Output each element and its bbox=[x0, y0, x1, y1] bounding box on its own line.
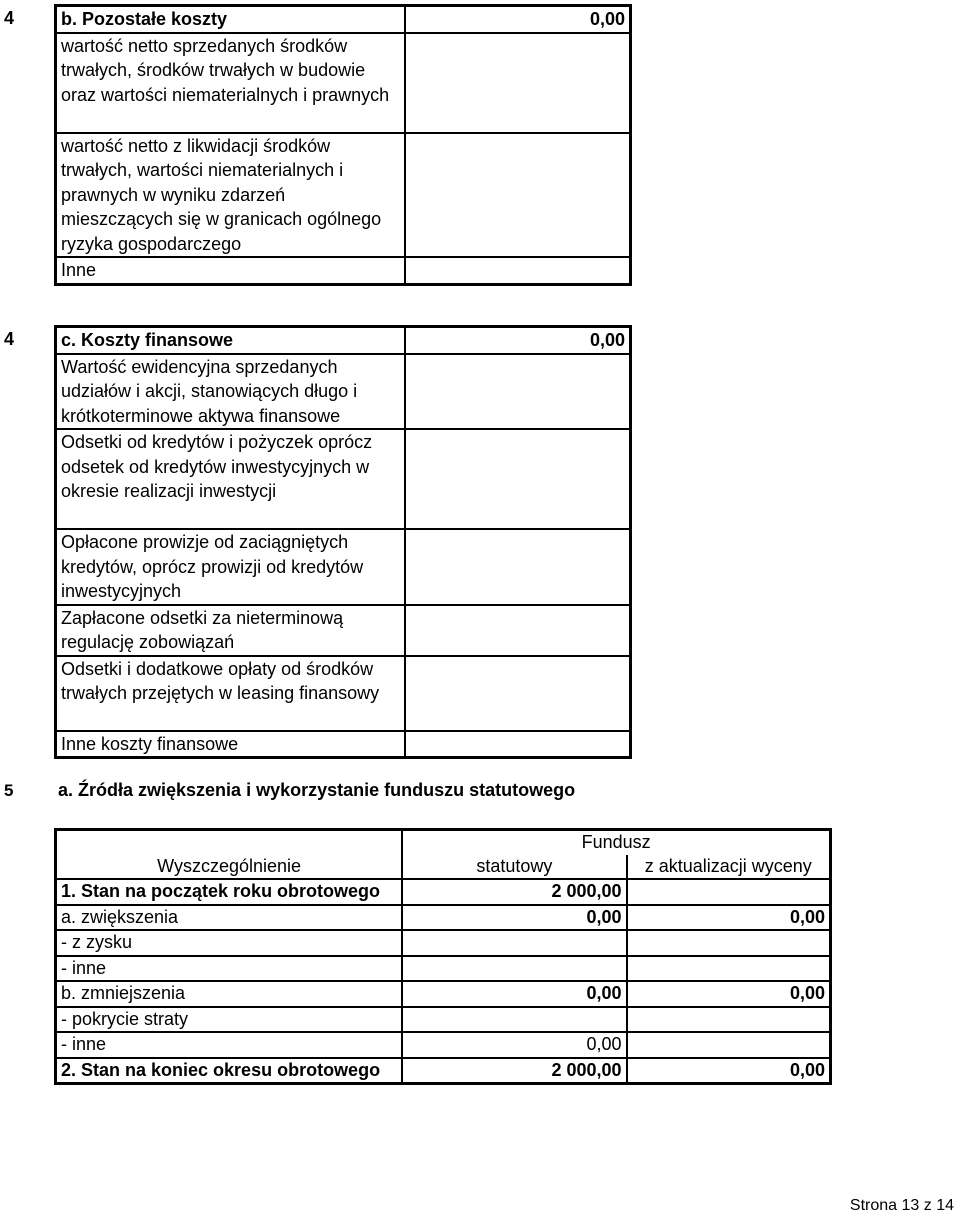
page-number: Strona 13 z 14 bbox=[849, 1197, 954, 1214]
column-header-statutory: statutowy bbox=[402, 855, 626, 880]
table-row bbox=[56, 429, 631, 529]
table-row bbox=[56, 879, 831, 905]
section-4c-title: c. Koszty finansowe bbox=[56, 327, 406, 354]
cost-item-label: Odsetki i dodatkowe opłaty od środków trwałych przejętych w leasing finansowy bbox=[56, 656, 406, 731]
cost-item-value bbox=[405, 731, 630, 758]
cost-item-label: wartość netto sprzedanych środków trwałych, środków trwałych w budowie oraz wartości niematerialnych i prawnych bbox=[56, 33, 406, 133]
cost-item-label: Wartość ewidencyjna sprzedanych udziałów i akcji, stanowiących długo i krótkoterminowe aktywa finansowe bbox=[56, 354, 406, 430]
table-row bbox=[56, 33, 631, 133]
table-row bbox=[56, 956, 831, 982]
row-statutory-value bbox=[402, 956, 626, 982]
cost-item-value bbox=[405, 33, 630, 133]
cost-item-label: Opłacone prowizje od zaciągniętych kredytów, oprócz prowizji od kredytów inwestycyjnych bbox=[56, 529, 406, 605]
row-statutory-value bbox=[402, 1007, 626, 1033]
fund-group-header: Fundusz bbox=[402, 830, 830, 855]
row-revaluation-value bbox=[627, 879, 831, 905]
table-row bbox=[56, 327, 631, 354]
row-statutory-value: 2 000,00 bbox=[402, 1058, 626, 1084]
row-label: - pokrycie straty bbox=[56, 1007, 403, 1033]
row-statutory-value: 0,00 bbox=[402, 981, 626, 1007]
table-row bbox=[56, 133, 631, 258]
table-row bbox=[56, 605, 631, 656]
cost-item-label: Zapłacone odsetki za nieterminową regulację zobowiązań bbox=[56, 605, 406, 656]
table-row bbox=[56, 1007, 831, 1033]
row-statutory-value bbox=[402, 930, 626, 956]
row-label: 1. Stan na początek roku obrotowego bbox=[56, 879, 403, 905]
table-row bbox=[56, 1032, 831, 1058]
row-label: a. zwiększenia bbox=[56, 905, 403, 931]
cost-item-value bbox=[405, 429, 630, 529]
section-5a-title: a. Źródła zwiększenia i wykorzystanie funduszu statutowego bbox=[58, 780, 576, 800]
cost-item-value bbox=[405, 257, 630, 284]
section-4b-number: 4 bbox=[4, 8, 15, 28]
cost-item-label: Odsetki od kredytów i pożyczek oprócz odsetek od kredytów inwestycyjnych w okresie realizacji inwestycji bbox=[56, 429, 406, 529]
cost-item-value bbox=[405, 656, 630, 731]
row-revaluation-value bbox=[627, 930, 831, 956]
section-4b-title: b. Pozostałe koszty bbox=[56, 6, 406, 33]
table-header-row bbox=[56, 830, 831, 855]
row-label: 2. Stan na koniec okresu obrotowego bbox=[61, 1059, 381, 1080]
section-4c-total: 0,00 bbox=[405, 327, 630, 354]
table-row bbox=[56, 656, 631, 731]
cost-item-label: wartość netto z likwidacji środków trwałych, wartości niematerialnych i prawnych w wyniku zdarzeń mieszczących się w granicach ogólnego ryzyka gospodarczego bbox=[56, 133, 406, 258]
row-statutory-value: 0,00 bbox=[402, 1032, 626, 1058]
table-row bbox=[56, 905, 831, 931]
table-row bbox=[56, 731, 631, 758]
cost-item-label: Inne koszty finansowe bbox=[61, 733, 239, 754]
cost-item-value bbox=[405, 354, 630, 430]
section-4c-number: 4 bbox=[4, 329, 15, 349]
row-label: - z zysku bbox=[56, 930, 403, 956]
cost-item-label: Inne bbox=[61, 260, 97, 280]
financial-costs-table bbox=[54, 325, 632, 759]
statutory-fund-table bbox=[54, 828, 832, 1085]
row-revaluation-value bbox=[627, 956, 831, 982]
table-row bbox=[56, 1058, 831, 1084]
row-revaluation-value bbox=[627, 1032, 831, 1058]
cost-item-value bbox=[405, 133, 630, 258]
table-row bbox=[56, 930, 831, 956]
table-row bbox=[56, 529, 631, 605]
row-revaluation-value bbox=[627, 1007, 831, 1033]
row-revaluation-value: 0,00 bbox=[627, 905, 831, 931]
table-row bbox=[56, 981, 831, 1007]
table-header-row bbox=[56, 855, 831, 880]
column-header-description: Wyszczególnienie bbox=[56, 855, 403, 880]
column-header-revaluation: z aktualizacji wyceny bbox=[627, 855, 831, 880]
row-revaluation-value: 0,00 bbox=[627, 1058, 831, 1084]
cost-item-value bbox=[405, 605, 630, 656]
row-label: - inne bbox=[56, 956, 403, 982]
cost-item-value bbox=[405, 529, 630, 605]
table-row bbox=[56, 6, 631, 33]
row-statutory-value: 0,00 bbox=[402, 905, 626, 931]
table-row bbox=[56, 257, 631, 284]
table-row bbox=[56, 354, 631, 430]
row-label: b. zmniejszenia bbox=[56, 981, 403, 1007]
section-5a-number: 5 bbox=[4, 781, 14, 800]
row-revaluation-value: 0,00 bbox=[627, 981, 831, 1007]
section-4b-total: 0,00 bbox=[405, 6, 630, 33]
row-statutory-value: 2 000,00 bbox=[402, 879, 626, 905]
row-label: - inne bbox=[56, 1032, 403, 1058]
other-costs-table bbox=[54, 4, 632, 286]
